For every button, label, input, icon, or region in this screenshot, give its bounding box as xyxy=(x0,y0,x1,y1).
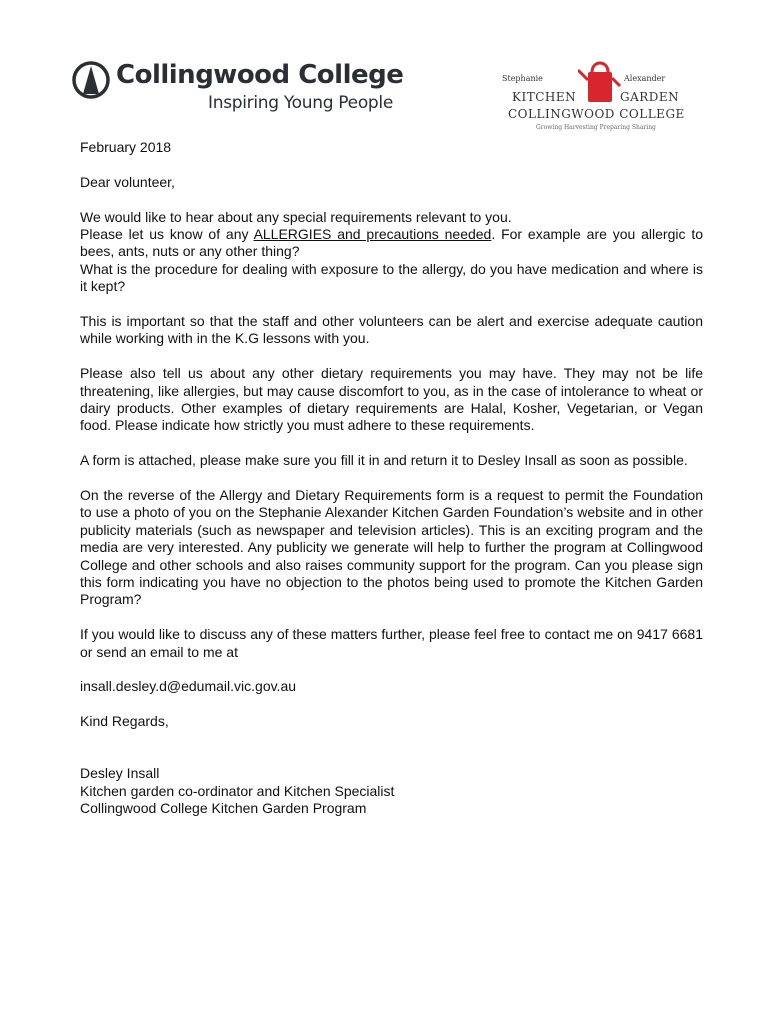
letter-body xyxy=(80,139,703,818)
letter-greeting: Dear volunteer, xyxy=(80,173,175,190)
p1-line1: We would like to hear about any special requirements relevant to you. xyxy=(80,208,512,225)
logo-collingwood: COLLINGWOOD COLLEGE xyxy=(508,107,685,121)
logo-garden: GARDEN xyxy=(620,90,680,104)
kitchen-garden-logo xyxy=(500,56,690,136)
paragraph-contact: If you would like to discuss any of these matters further, please feel free to contact me on 9417 6681 or send an email to me at xyxy=(80,626,703,660)
p1-line2-post: . For example are you allergic to bees, ants, nuts or any other thing? xyxy=(80,226,704,260)
logo-kitchen: KITCHEN xyxy=(512,90,577,104)
contact-email: insall.desley.d@edumail.vic.gov.au xyxy=(80,678,297,695)
logo-top-left: Stephanie xyxy=(502,74,543,83)
collingwood-college-logo xyxy=(72,58,412,118)
allergies-underlined: ALLERGIES and precautions needed xyxy=(253,226,492,242)
logo-top-right: Alexander xyxy=(624,74,666,83)
paragraph-allergies xyxy=(80,209,703,296)
paragraph-form: A form is attached, please make sure you fill it in and return it to Desley Insall as soon as possible. xyxy=(80,452,688,469)
signer-program: Collingwood College Kitchen Garden Program xyxy=(80,800,367,817)
college-tagline: Inspiring Young People xyxy=(208,93,393,113)
closing: Kind Regards, xyxy=(80,713,169,730)
paragraph-importance: This is important so that the staff and other volunteers can be alert and exercise adequate caution while working with in the K.G lessons with you. xyxy=(80,313,703,347)
paragraph-dietary: Please also tell us about any other dietary requirements you may have. They may not be life threatening, like allergies, but may cause discomfort to you, as in the case of intolerance to wheat or dairy products. Other examples of dietary requirements are Halal, Kosher, Vegetarian, or Vegan food. Please indicate how strictly you must adhere to these requirements. xyxy=(80,365,703,434)
signer-name: Desley Insall xyxy=(80,765,160,782)
watering-can-icon xyxy=(578,56,622,106)
college-name: Collingwood College xyxy=(116,60,404,90)
p1-line2-pre: Please let us know of any xyxy=(80,226,254,242)
mountain-emblem-icon xyxy=(72,60,110,100)
p1-line3: What is the procedure for dealing with exposure to the allergy, do you have medication and where is it kept? xyxy=(80,260,703,295)
logo-footer: Growing Harvesting Preparing Sharing xyxy=(536,124,656,131)
signer-title: Kitchen garden co-ordinator and Kitchen Specialist xyxy=(80,782,395,799)
letter-date: February 2018 xyxy=(80,139,172,155)
paragraph-photo-consent: On the reverse of the Allergy and Dietary Requirements form is a request to permit the Foundation to use a photo of you on the Stephanie Alexander Kitchen Garden Foundation’s website and in other publicity materials (such as newspaper and television articles). This is an exciting program and the media are very interested. Any publicity we generate will help to further the program at Collingwood College and other schools and also raises community support for the program. Can you please sign this form indicating you have no objection to the photos being used to promote the Kitchen Garden Program? xyxy=(80,487,703,608)
signature-block xyxy=(80,765,703,817)
